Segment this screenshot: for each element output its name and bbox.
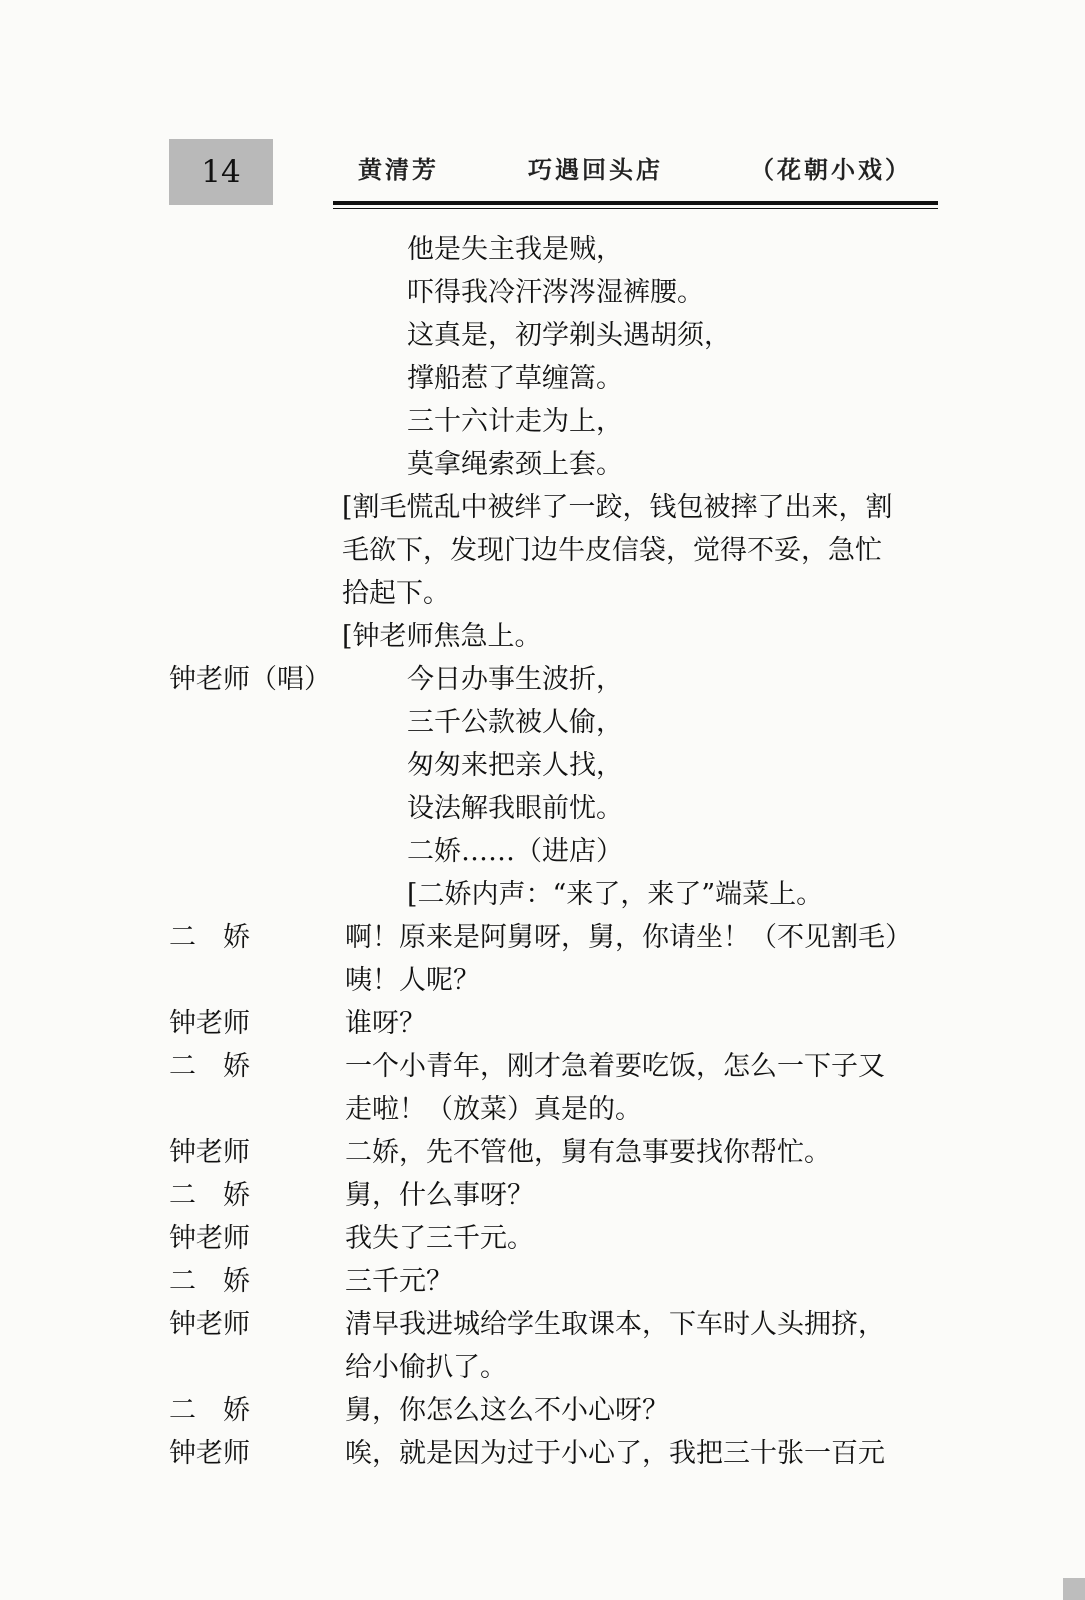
dialogue-line: 走啦！（放菜）真是的。 [345, 1094, 642, 1125]
verse-line: 今日办事生波折， [407, 664, 623, 695]
dialogue-line: 三千元？ [345, 1266, 453, 1297]
speaker-name: 钟老师 [169, 1438, 250, 1469]
page-number: 14 [201, 154, 241, 190]
verse-line: 吓得我冷汗涔涔湿裤腰。 [407, 277, 704, 308]
verse-line: 三千公款被人偷， [407, 707, 623, 738]
header-genre: （花朝小戏） [750, 155, 912, 184]
stage-direction: [割毛慌乱中被绊了一跤，钱包被摔了出来，割 [342, 492, 893, 523]
page-number-box [169, 139, 273, 205]
verse-line: 设法解我眼前忧。 [407, 793, 623, 824]
verse-line: 这真是，初学剃头遇胡须， [407, 320, 731, 351]
verse-line: 匆匆来把亲人找， [407, 750, 623, 781]
dialogue-line: 舅，什么事呀？ [345, 1180, 534, 1211]
speaker-name: 钟老师 [169, 1137, 250, 1168]
dialogue-line: 一个小青年，刚才急着要吃饭，怎么一下子又 [345, 1051, 885, 1082]
header-rule-thin [333, 208, 938, 209]
dialogue-line: 咦！人呢？ [345, 965, 480, 996]
dialogue-line: 啊！原来是阿舅呀，舅，你请坐！（不见割毛） [345, 922, 912, 953]
header-rule-thick [333, 201, 938, 205]
speaker-name: 二娇 [169, 1180, 277, 1211]
dialogue-line: 谁呀？ [345, 1008, 426, 1039]
verse-line: 三十六计走为上， [407, 406, 623, 437]
speaker-name: 钟老师 [169, 1008, 250, 1039]
speaker-name: 钟老师 [169, 1223, 250, 1254]
header-author: 黄清芳 [358, 155, 439, 184]
speaker-name: 二娇 [169, 1266, 277, 1297]
speaker-name: 钟老师（唱） [169, 664, 331, 695]
verse-line: 莫拿绳索颈上套。 [407, 449, 623, 480]
stage-direction: [钟老师焦急上。 [342, 621, 542, 652]
verse-line: 二娇……（进店） [407, 836, 623, 867]
dialogue-line: 清早我进城给学生取课本，下车时人头拥挤， [345, 1309, 885, 1340]
dialogue-line: 唉，就是因为过于小心了，我把三十张一百元 [345, 1438, 885, 1469]
verse-line: 撑船惹了草缠篙。 [407, 363, 623, 394]
speaker-name: 二娇 [169, 1395, 277, 1426]
stage-direction: 拾起下。 [342, 578, 450, 609]
dialogue-line: 舅，你怎么这么不小心呀？ [345, 1395, 669, 1426]
verse-line: [二娇内声：“来了，来了”端菜上。 [407, 879, 824, 910]
dialogue-line: 二娇，先不管他，舅有急事要找你帮忙。 [345, 1137, 831, 1168]
scan-corner-mark [1063, 1578, 1085, 1600]
stage-direction: 毛欲下，发现门边牛皮信袋，觉得不妥，急忙 [342, 535, 882, 566]
speaker-name: 二娇 [169, 1051, 277, 1082]
speaker-name: 钟老师 [169, 1309, 250, 1340]
dialogue-line: 给小偷扒了。 [345, 1352, 507, 1383]
dialogue-line: 我失了三千元。 [345, 1223, 534, 1254]
speaker-name: 二娇 [169, 922, 277, 953]
header-play-title: 巧遇回头店 [528, 155, 663, 184]
running-header [358, 150, 918, 190]
verse-line: 他是失主我是贼， [407, 234, 623, 265]
